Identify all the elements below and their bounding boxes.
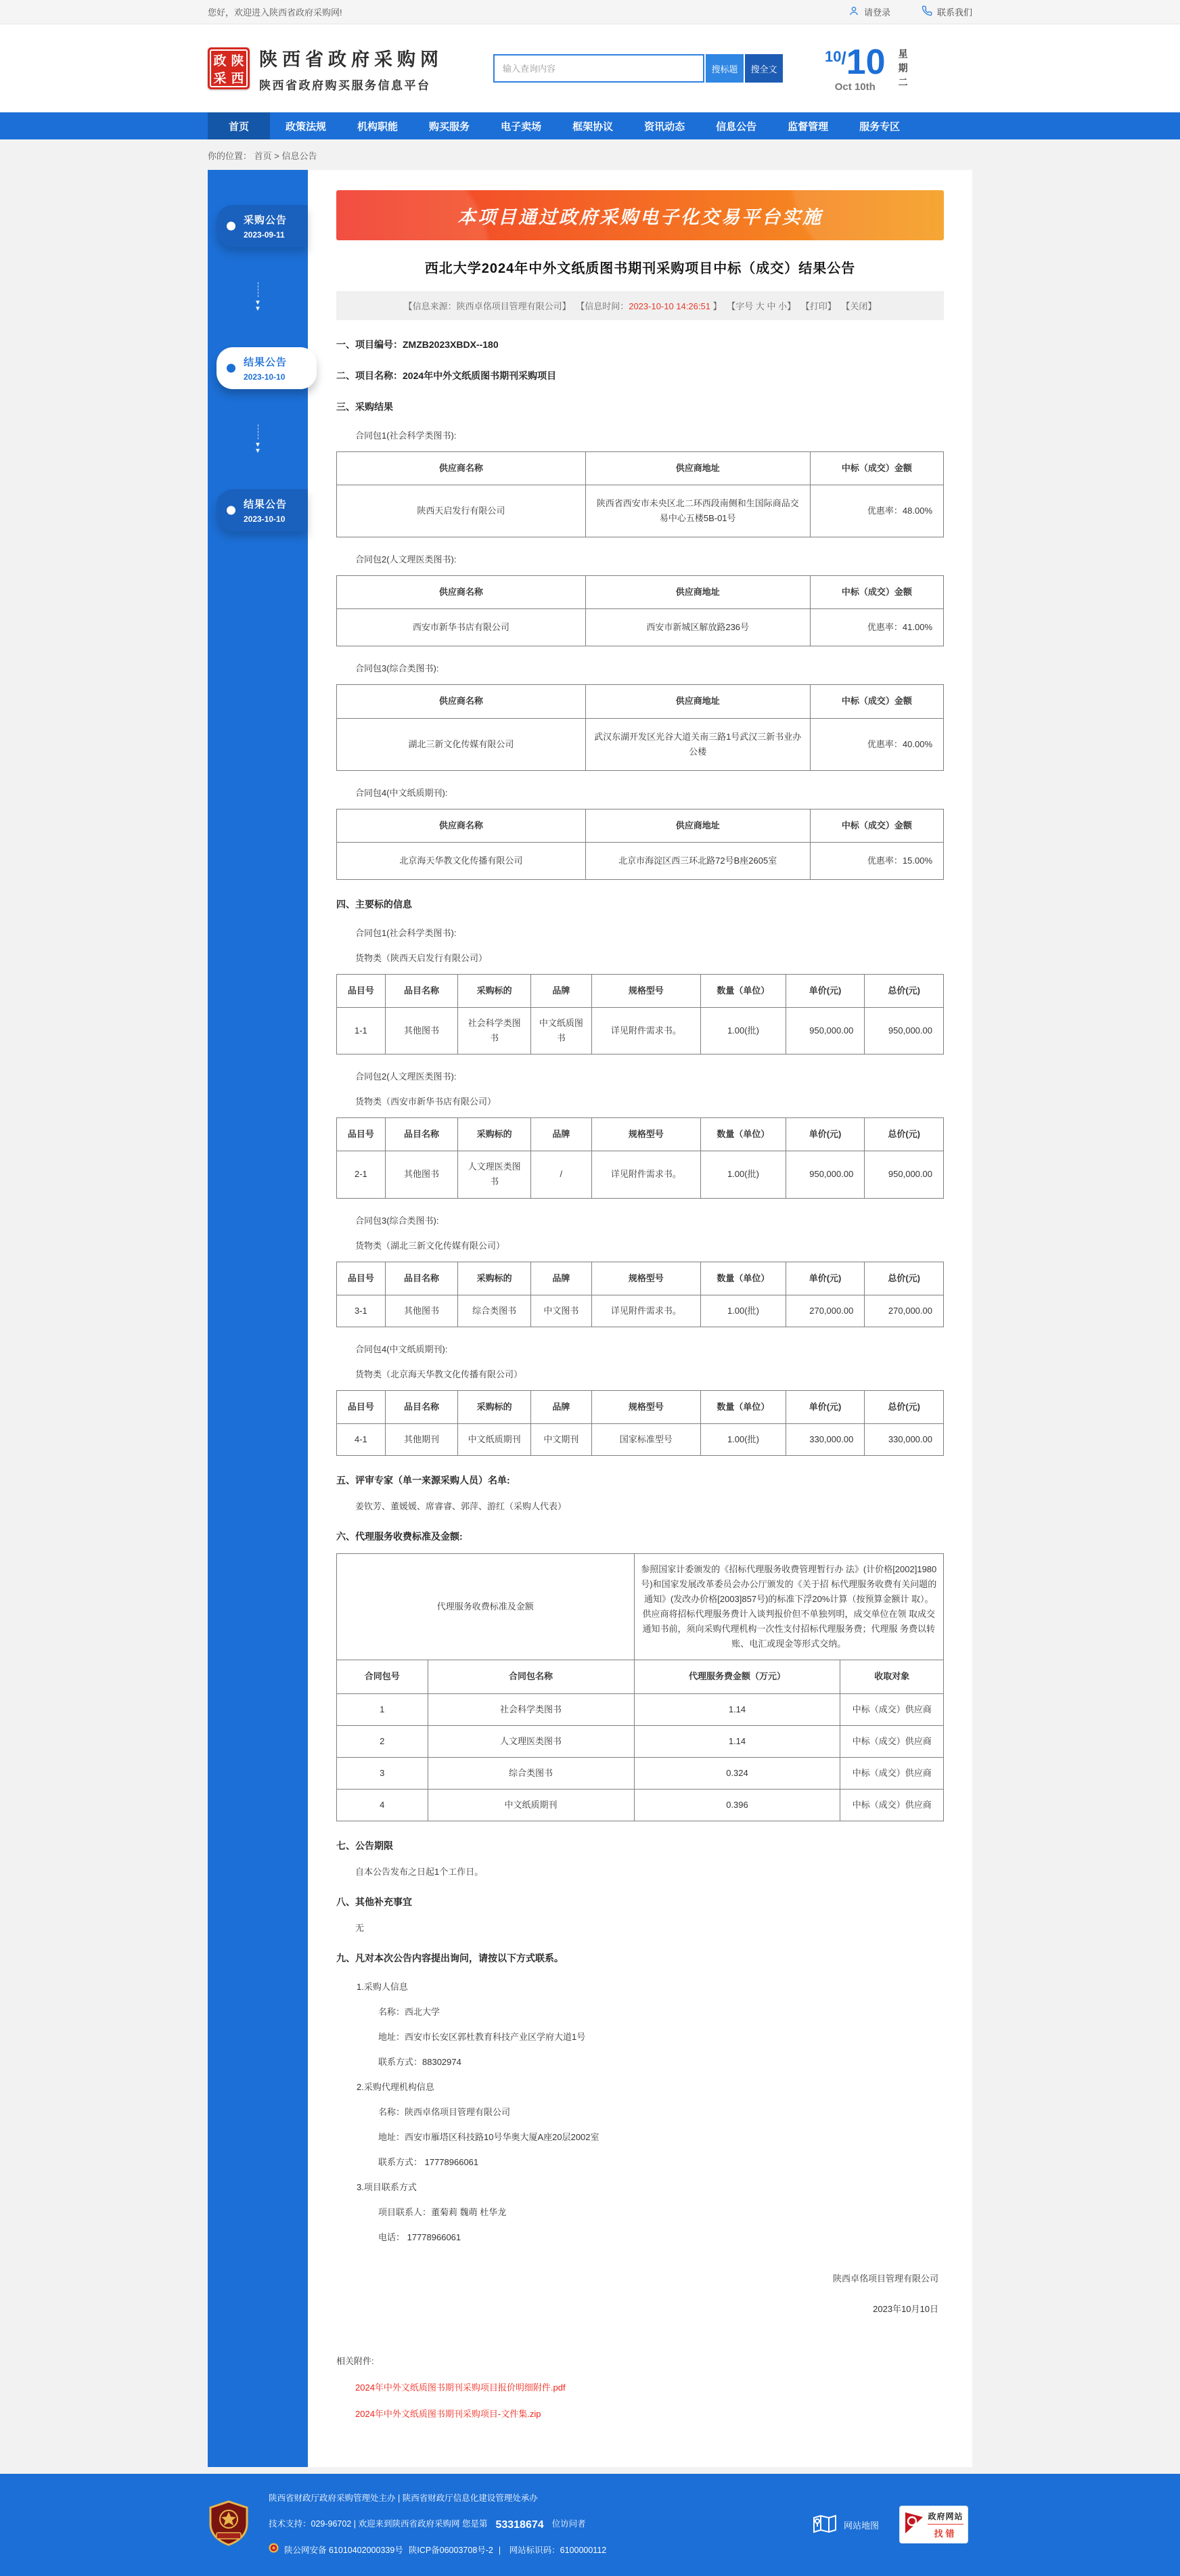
topbar bbox=[0, 0, 1180, 24]
fee-standard-label: 代理服务收费标准及金额 bbox=[337, 1553, 635, 1660]
td-unit-price: 270,000.00 bbox=[786, 1295, 865, 1327]
table-row bbox=[337, 1151, 944, 1198]
package-label: 合同包2(人文理医类图书): bbox=[355, 1071, 457, 1082]
td-spec: 国家标准型号 bbox=[591, 1423, 700, 1455]
th-unit-price: 单价(元) bbox=[786, 1262, 865, 1295]
close-button[interactable]: 【关闭】 bbox=[841, 301, 877, 311]
login-link[interactable] bbox=[848, 5, 890, 18]
font-size-label: 【字号 bbox=[727, 301, 754, 311]
td-brand: / bbox=[531, 1151, 592, 1198]
info-time-label: 【信息时间： bbox=[576, 301, 629, 311]
footer-support-prefix: 技术支持：029-96702 | 欢迎来到陕西省政府采购网 您是第 bbox=[269, 2519, 488, 2529]
td-unit-price: 950,000.00 bbox=[786, 1151, 865, 1198]
section-contact-heading: 九、凡对本次公告内容提出询问，请按以下方式联系。 bbox=[336, 1952, 564, 1963]
th-total-price: 总价(元) bbox=[865, 974, 944, 1007]
td-package-name: 人文理医类图书 bbox=[428, 1725, 634, 1757]
attachment-zip-link[interactable]: 2024年中外文纸质图书期刊采购项目-文件集.zip bbox=[355, 2408, 541, 2419]
section-other-heading: 八、其他补充事宜 bbox=[336, 1896, 412, 1907]
td-supplier-name: 西安市新华书店有限公司 bbox=[337, 609, 586, 646]
item-table bbox=[336, 1117, 944, 1198]
th-item-no: 品目号 bbox=[337, 1262, 386, 1295]
td-supplier-address: 陕西省西安市未央区北二环西段南侧和生国际商品交易中心五楼5B-01号 bbox=[585, 485, 810, 537]
th-spec: 规格型号 bbox=[591, 974, 700, 1007]
font-medium-button[interactable]: 中 bbox=[767, 301, 776, 311]
font-size-close: 】 bbox=[787, 301, 796, 311]
contact-line: 名称：陕西卓佲项目管理有限公司 bbox=[378, 2106, 511, 2117]
th-fee-payer: 收取对象 bbox=[840, 1660, 944, 1693]
th-item-no: 品目号 bbox=[337, 1390, 386, 1423]
font-large-button[interactable]: 大 bbox=[755, 301, 765, 311]
contact-group-title: 2.采购代理机构信息 bbox=[357, 2081, 434, 2092]
signature-date: 2023年10月10日 bbox=[873, 2303, 938, 2314]
contact-line: 地址：西安市长安区郭杜教育科技产业区学府大道1号 bbox=[378, 2031, 586, 2042]
td-award-amount: 优惠率：15.00% bbox=[810, 842, 943, 879]
th-subject: 采购标的 bbox=[458, 974, 531, 1007]
section-bid-info-heading: 四、主要标的信息 bbox=[336, 898, 412, 910]
td-total-price: 330,000.00 bbox=[865, 1423, 944, 1455]
th-unit-price: 单价(元) bbox=[786, 1118, 865, 1151]
phone-icon bbox=[922, 5, 932, 18]
th-spec: 规格型号 bbox=[591, 1390, 700, 1423]
th-package-no: 合同包号 bbox=[337, 1660, 428, 1693]
main-nav bbox=[0, 112, 1180, 139]
td-spec: 详见附件需求书。 bbox=[591, 1151, 700, 1198]
content-layout bbox=[208, 170, 972, 2467]
contact-group-title: 3.项目联系方式 bbox=[357, 2181, 417, 2192]
logo-char: 西 bbox=[231, 71, 244, 86]
td-subject: 中文纸质期刊 bbox=[458, 1423, 531, 1455]
attachment-pdf-link[interactable]: 2024年中外文纸质图书期刊采购项目报价明细附件.pdf bbox=[355, 2382, 566, 2393]
td-fee-payer: 中标（成交）供应商 bbox=[840, 1757, 944, 1789]
td-brand: 中文期刊 bbox=[531, 1423, 592, 1455]
td-fee-amount: 1.14 bbox=[634, 1693, 840, 1725]
fee-standard-description: 参照国家计委颁发的《招标代理服务收费管理暂行办 法》(计价格[2002]1980号)和国家发展改革委员会办公厅颁发的《关于招 标代理服务收费有关问题的通知》(发改办价格[2003]857号)的标准下浮20%计算（按预算金额计 取）。供应商将招标代理服务费计入谈判报价但不单独列明，成交单位在领 取成交通知书前，须向采购代理机构一次性支付招标代理服务费；代理服 务费以转账、电汇或现金等形式交纳。 bbox=[634, 1553, 943, 1660]
logo-char: 采 bbox=[213, 71, 227, 86]
supplier-table bbox=[336, 684, 944, 770]
td-brand: 中文图书 bbox=[531, 1295, 592, 1327]
table-row bbox=[337, 1789, 944, 1821]
date-widget bbox=[825, 42, 937, 93]
dot-icon bbox=[227, 364, 235, 373]
site-name: 陕西省政府采购网 bbox=[259, 49, 443, 70]
package-label: 合同包1(社会科学类图书): bbox=[355, 430, 457, 441]
th-total-price: 总价(元) bbox=[865, 1262, 944, 1295]
signature-block bbox=[336, 2271, 944, 2315]
logo-seal-icon bbox=[208, 47, 250, 89]
package-label: 合同包4(中文纸质期刊): bbox=[355, 1343, 448, 1354]
th-package-name: 合同包名称 bbox=[428, 1660, 634, 1693]
date-slash: / bbox=[841, 47, 846, 68]
contact-line: 联系方式： 17778966061 bbox=[378, 2156, 479, 2167]
th-item-name: 品目名称 bbox=[385, 1262, 458, 1295]
th-total-price: 总价(元) bbox=[865, 1118, 944, 1151]
table-row bbox=[337, 1725, 944, 1757]
visitor-count: 53318674 bbox=[495, 2518, 544, 2531]
dot-icon bbox=[227, 506, 235, 515]
welcome-text: 您好，欢迎进入陕西省政府采购网! bbox=[208, 7, 342, 18]
map-icon bbox=[813, 2513, 837, 2537]
sidebar-item-purchase-announcement[interactable] bbox=[217, 205, 308, 247]
td-supplier-name: 北京海天华教文化传播有限公司 bbox=[337, 842, 586, 879]
td-qty: 1.00(批) bbox=[701, 1008, 786, 1054]
th-brand: 品牌 bbox=[531, 1262, 592, 1295]
contact-group-title: 1.采购人信息 bbox=[357, 1981, 408, 1992]
sitemap-link[interactable] bbox=[813, 2513, 879, 2537]
section-project-name: 二、项目名称：2024年中外文纸质图书期刊采购项目 bbox=[336, 370, 557, 381]
site-header bbox=[0, 24, 1180, 112]
breadcrumb bbox=[208, 139, 972, 170]
date-english: Oct 10th bbox=[834, 81, 876, 93]
gov-site-error-badge[interactable] bbox=[899, 2506, 968, 2544]
supplier-table bbox=[336, 809, 944, 880]
package-label: 合同包4(中文纸质期刊): bbox=[355, 787, 448, 798]
th-item-name: 品目名称 bbox=[385, 1118, 458, 1151]
td-supplier-name: 陕西天启发行有限公司 bbox=[337, 485, 586, 537]
contact-line: 项目联系人：董菊莉 魏萌 杜华龙 bbox=[378, 2206, 507, 2217]
nav-item-functions[interactable]: 机构职能 bbox=[357, 120, 399, 133]
info-time-close: 】 bbox=[710, 301, 722, 311]
site-code: | 网站标识码：6100000112 bbox=[498, 2545, 607, 2555]
th-total-price: 总价(元) bbox=[865, 1390, 944, 1423]
th-award-amount: 中标（成交）金额 bbox=[810, 809, 943, 842]
footer-support-line bbox=[269, 2510, 813, 2539]
breadcrumb-separator: > bbox=[274, 151, 279, 161]
td-fee-payer: 中标（成交）供应商 bbox=[840, 1789, 944, 1821]
table-row bbox=[337, 1553, 944, 1660]
footer-right bbox=[813, 2506, 972, 2544]
gov-badge-line1: 政府网站 bbox=[928, 2510, 963, 2525]
weekday-label: 星期二 bbox=[897, 48, 909, 91]
th-supplier-address: 供应商地址 bbox=[585, 809, 810, 842]
table-row bbox=[337, 718, 944, 770]
footer-beian-line bbox=[269, 2539, 813, 2562]
th-item-name: 品目名称 bbox=[385, 1390, 458, 1423]
info-time-value: 2023-10-10 14:26:51 bbox=[629, 301, 710, 311]
section-project-number: 一、项目编号：ZMZB2023XBDX--180 bbox=[336, 339, 499, 350]
breadcrumb-home-link[interactable]: 首页 bbox=[254, 151, 272, 161]
table-row bbox=[337, 842, 944, 879]
supplier-table bbox=[336, 575, 944, 646]
font-small-button[interactable]: 小 bbox=[778, 301, 788, 311]
login-label: 请登录 bbox=[863, 7, 890, 18]
th-qty: 数量（单位） bbox=[701, 1390, 786, 1423]
meta-bar bbox=[336, 291, 944, 320]
category-label: 货物类（湖北三新文化传媒有限公司） bbox=[355, 1240, 505, 1251]
experts-names: 姜钦芳、董媛媛、席睿睿、郭萍、游红（采购人代表） bbox=[355, 1501, 567, 1511]
page-footer bbox=[0, 2474, 1180, 2576]
icp-record-link[interactable]: 陕ICP备06003708号-2 bbox=[408, 2545, 493, 2555]
td-item-no: 4-1 bbox=[337, 1423, 386, 1455]
td-fee-amount: 0.324 bbox=[634, 1757, 840, 1789]
td-brand: 中文纸质图书 bbox=[531, 1008, 592, 1054]
category-label: 货物类（陕西天启发行有限公司） bbox=[355, 952, 488, 963]
td-item-no: 2-1 bbox=[337, 1151, 386, 1198]
item-table bbox=[336, 1262, 944, 1327]
th-supplier-address: 供应商地址 bbox=[585, 685, 810, 718]
table-row bbox=[337, 1008, 944, 1054]
td-item-name: 其他图书 bbox=[385, 1151, 458, 1198]
footer-text bbox=[250, 2487, 813, 2562]
th-supplier-name: 供应商名称 bbox=[337, 576, 586, 609]
table-row bbox=[337, 609, 944, 646]
supplier-table bbox=[336, 451, 944, 537]
td-spec: 详见附件需求书。 bbox=[591, 1008, 700, 1054]
section-experts-heading: 五、评审专家（单一来源采购人员）名单: bbox=[336, 1474, 510, 1486]
td-package-name: 中文纸质期刊 bbox=[428, 1789, 634, 1821]
td-package-no: 3 bbox=[337, 1757, 428, 1789]
sidebar-item-title: 结果公告 bbox=[244, 357, 288, 368]
contact-line: 名称：西北大学 bbox=[378, 2006, 440, 2017]
th-unit-price: 单价(元) bbox=[786, 1390, 865, 1423]
th-spec: 规格型号 bbox=[591, 1118, 700, 1151]
page-title: 西北大学2024年中外文纸质图书期刊采购项目中标（成交）结果公告 bbox=[424, 261, 856, 276]
sidebar-item-result-announcement-active[interactable] bbox=[217, 347, 317, 389]
th-award-amount: 中标（成交）金额 bbox=[810, 685, 943, 718]
nav-item-framework[interactable]: 框架协议 bbox=[572, 120, 614, 133]
footer-organizer-line: 陕西省财政厅政府采购管理处主办 | 陕西省财政厅信息化建设管理处承办 bbox=[269, 2493, 538, 2503]
logo-char: 陕 bbox=[231, 53, 244, 68]
font-size-control bbox=[727, 301, 796, 311]
td-package-name: 社会科学类图书 bbox=[428, 1693, 634, 1725]
table-row bbox=[337, 485, 944, 537]
td-fee-payer: 中标（成交）供应商 bbox=[840, 1693, 944, 1725]
platform-banner: 本项目通过政府采购电子化交易平台实施 bbox=[336, 190, 944, 240]
section-result-heading: 三、采购结果 bbox=[336, 401, 393, 412]
td-qty: 1.00(批) bbox=[701, 1423, 786, 1455]
nav-item-news[interactable]: 资讯动态 bbox=[644, 120, 685, 133]
contact-label: 联系我们 bbox=[936, 7, 972, 18]
th-qty: 数量（单位） bbox=[701, 1262, 786, 1295]
td-fee-amount: 0.396 bbox=[634, 1789, 840, 1821]
table-row bbox=[337, 1757, 944, 1789]
package-label: 合同包3(综合类图书): bbox=[355, 663, 439, 674]
td-award-amount: 优惠率：40.00% bbox=[810, 718, 943, 770]
th-award-amount: 中标（成交）金额 bbox=[810, 452, 943, 485]
item-table bbox=[336, 1390, 944, 1456]
td-spec: 详见附件需求书。 bbox=[591, 1295, 700, 1327]
double-down-arrow-icon: ▼ ▼ bbox=[208, 389, 308, 489]
th-subject: 采购标的 bbox=[458, 1262, 531, 1295]
police-badge-icon bbox=[269, 2539, 279, 2562]
td-item-name: 其他图书 bbox=[385, 1008, 458, 1054]
td-package-no: 1 bbox=[337, 1693, 428, 1725]
td-unit-price: 950,000.00 bbox=[786, 1008, 865, 1054]
search-title-button[interactable]: 搜标题 bbox=[706, 54, 744, 83]
dot-icon bbox=[227, 222, 235, 231]
td-award-amount: 优惠率：48.00% bbox=[810, 485, 943, 537]
td-qty: 1.00(批) bbox=[701, 1295, 786, 1327]
th-supplier-name: 供应商名称 bbox=[337, 685, 586, 718]
person-icon bbox=[848, 5, 859, 18]
breadcrumb-current[interactable]: 信息公告 bbox=[281, 151, 317, 161]
th-qty: 数量（单位） bbox=[701, 974, 786, 1007]
td-package-name: 综合类图书 bbox=[428, 1757, 634, 1789]
footer-support-suffix: 位访问者 bbox=[551, 2519, 586, 2529]
th-fee-amount: 代理服务费金额（万元） bbox=[634, 1660, 840, 1693]
th-supplier-name: 供应商名称 bbox=[337, 809, 586, 842]
th-spec: 规格型号 bbox=[591, 1262, 700, 1295]
nav-item-announcements[interactable]: 信息公告 bbox=[716, 120, 757, 133]
gov-badge-line2: 找错 bbox=[934, 2528, 957, 2539]
table-row bbox=[337, 1423, 944, 1455]
other-text: 无 bbox=[355, 1922, 365, 1933]
th-brand: 品牌 bbox=[531, 1390, 592, 1423]
th-item-name: 品目名称 bbox=[385, 974, 458, 1007]
print-button[interactable]: 【打印】 bbox=[800, 301, 836, 311]
th-item-no: 品目号 bbox=[337, 1118, 386, 1151]
th-supplier-name: 供应商名称 bbox=[337, 452, 586, 485]
search-fulltext-button[interactable]: 搜全文 bbox=[745, 54, 783, 83]
th-brand: 品牌 bbox=[531, 1118, 592, 1151]
sitemap-label: 网站地图 bbox=[843, 2520, 879, 2531]
double-down-arrow-icon: ▼ ▼ bbox=[208, 247, 308, 347]
nav-item-purchase-service[interactable]: 购买服务 bbox=[429, 120, 470, 133]
signature-company: 陕西卓佲项目管理有限公司 bbox=[832, 2273, 938, 2284]
td-item-name: 其他图书 bbox=[385, 1295, 458, 1327]
th-brand: 品牌 bbox=[531, 974, 592, 1007]
table-row bbox=[337, 1295, 944, 1327]
section-agency-fee-heading: 六、代理服务收费标准及金额: bbox=[336, 1530, 463, 1542]
th-qty: 数量（单位） bbox=[701, 1118, 786, 1151]
th-item-no: 品目号 bbox=[337, 974, 386, 1007]
nav-item-home[interactable]: 首页 bbox=[208, 112, 270, 139]
td-package-no: 4 bbox=[337, 1789, 428, 1821]
th-supplier-address: 供应商地址 bbox=[585, 452, 810, 485]
search-input[interactable] bbox=[493, 54, 704, 83]
attachments-label: 相关附件: bbox=[336, 2355, 374, 2366]
package-label: 合同包2(人文理医类图书): bbox=[355, 554, 457, 565]
logo-char: 政 bbox=[213, 53, 227, 68]
package-label: 合同包1(社会科学类图书): bbox=[355, 927, 457, 938]
contact-link[interactable] bbox=[922, 5, 972, 18]
nav-item-service-zone[interactable]: 服务专区 bbox=[859, 120, 901, 133]
contact-line: 联系方式：88302974 bbox=[378, 2056, 461, 2067]
police-record-link[interactable]: 陕公网安备 61010402000339号 bbox=[284, 2545, 403, 2555]
contact-line: 电话： 17778966061 bbox=[378, 2231, 461, 2242]
package-label: 合同包3(综合类图书): bbox=[355, 1215, 439, 1226]
td-subject: 人文理医类图书 bbox=[458, 1151, 531, 1198]
announcement-document bbox=[308, 170, 972, 2467]
td-supplier-name: 湖北三新文化传媒有限公司 bbox=[337, 718, 586, 770]
table-row bbox=[337, 1693, 944, 1725]
nav-item-supervision[interactable]: 监督管理 bbox=[788, 120, 829, 133]
td-supplier-address: 武汉东湖开发区光谷大道关南三路1号武汉三新书业办公楼 bbox=[585, 718, 810, 770]
date-month: 10 bbox=[825, 47, 842, 65]
td-qty: 1.00(批) bbox=[701, 1151, 786, 1198]
site-logo[interactable] bbox=[208, 45, 443, 93]
nav-item-emall[interactable]: 电子卖场 bbox=[501, 120, 542, 133]
item-table bbox=[336, 974, 944, 1054]
category-label: 货物类（西安市新华书店有限公司） bbox=[355, 1096, 497, 1107]
td-total-price: 270,000.00 bbox=[865, 1295, 944, 1327]
td-item-no: 3-1 bbox=[337, 1295, 386, 1327]
info-time bbox=[576, 301, 721, 311]
date-numeric bbox=[825, 42, 886, 82]
td-award-amount: 优惠率：41.00% bbox=[810, 609, 943, 646]
sidebar-item-date: 2023-10-10 bbox=[244, 514, 286, 524]
td-supplier-address: 西安市新城区解放路236号 bbox=[585, 609, 810, 646]
sidebar-item-date: 2023-10-10 bbox=[244, 372, 286, 382]
sidebar-item-title: 结果公告 bbox=[244, 499, 288, 510]
td-total-price: 950,000.00 bbox=[865, 1151, 944, 1198]
td-total-price: 950,000.00 bbox=[865, 1008, 944, 1054]
td-package-no: 2 bbox=[337, 1725, 428, 1757]
info-source: 【信息来源：陕西卓佲项目管理有限公司】 bbox=[403, 301, 571, 311]
shield-emblem-icon bbox=[208, 2500, 250, 2550]
sidebar-item-result-announcement[interactable] bbox=[217, 489, 308, 531]
td-unit-price: 330,000.00 bbox=[786, 1423, 865, 1455]
td-item-name: 其他期刊 bbox=[385, 1423, 458, 1455]
breadcrumb-label: 你的位置： bbox=[208, 151, 252, 161]
section-period-heading: 七、公告期限 bbox=[336, 1840, 393, 1851]
td-subject: 综合类图书 bbox=[458, 1295, 531, 1327]
timeline-sidebar bbox=[208, 170, 308, 2467]
nav-item-policies[interactable]: 政策法规 bbox=[286, 120, 327, 133]
period-text: 自本公告发布之日起1个工作日。 bbox=[355, 1866, 484, 1877]
th-unit-price: 单价(元) bbox=[786, 974, 865, 1007]
category-label: 货物类（北京海天华教文化传播有限公司） bbox=[355, 1369, 523, 1379]
search-bar bbox=[493, 54, 783, 83]
agency-fee-table bbox=[336, 1553, 944, 1821]
site-subtitle: 陕西省政府购买服务信息平台 bbox=[259, 79, 431, 92]
magnifier-flag-icon bbox=[904, 2511, 924, 2539]
td-item-no: 1-1 bbox=[337, 1008, 386, 1054]
sidebar-item-date: 2023-09-11 bbox=[244, 230, 285, 240]
contact-line: 地址：西安市雁塔区科技路10号华奥大厦A座20层2002室 bbox=[378, 2131, 599, 2142]
th-award-amount: 中标（成交）金额 bbox=[810, 576, 943, 609]
sidebar-item-title: 采购公告 bbox=[244, 215, 288, 226]
td-fee-payer: 中标（成交）供应商 bbox=[840, 1725, 944, 1757]
th-subject: 采购标的 bbox=[458, 1118, 531, 1151]
th-supplier-address: 供应商地址 bbox=[585, 576, 810, 609]
date-day: 10 bbox=[846, 42, 886, 82]
topbar-links bbox=[848, 5, 972, 18]
td-supplier-address: 北京市海淀区西三环北路72号B座2605室 bbox=[585, 842, 810, 879]
td-fee-amount: 1.14 bbox=[634, 1725, 840, 1757]
th-subject: 采购标的 bbox=[458, 1390, 531, 1423]
td-subject: 社会科学类图书 bbox=[458, 1008, 531, 1054]
gov-badge-text bbox=[928, 2510, 963, 2539]
